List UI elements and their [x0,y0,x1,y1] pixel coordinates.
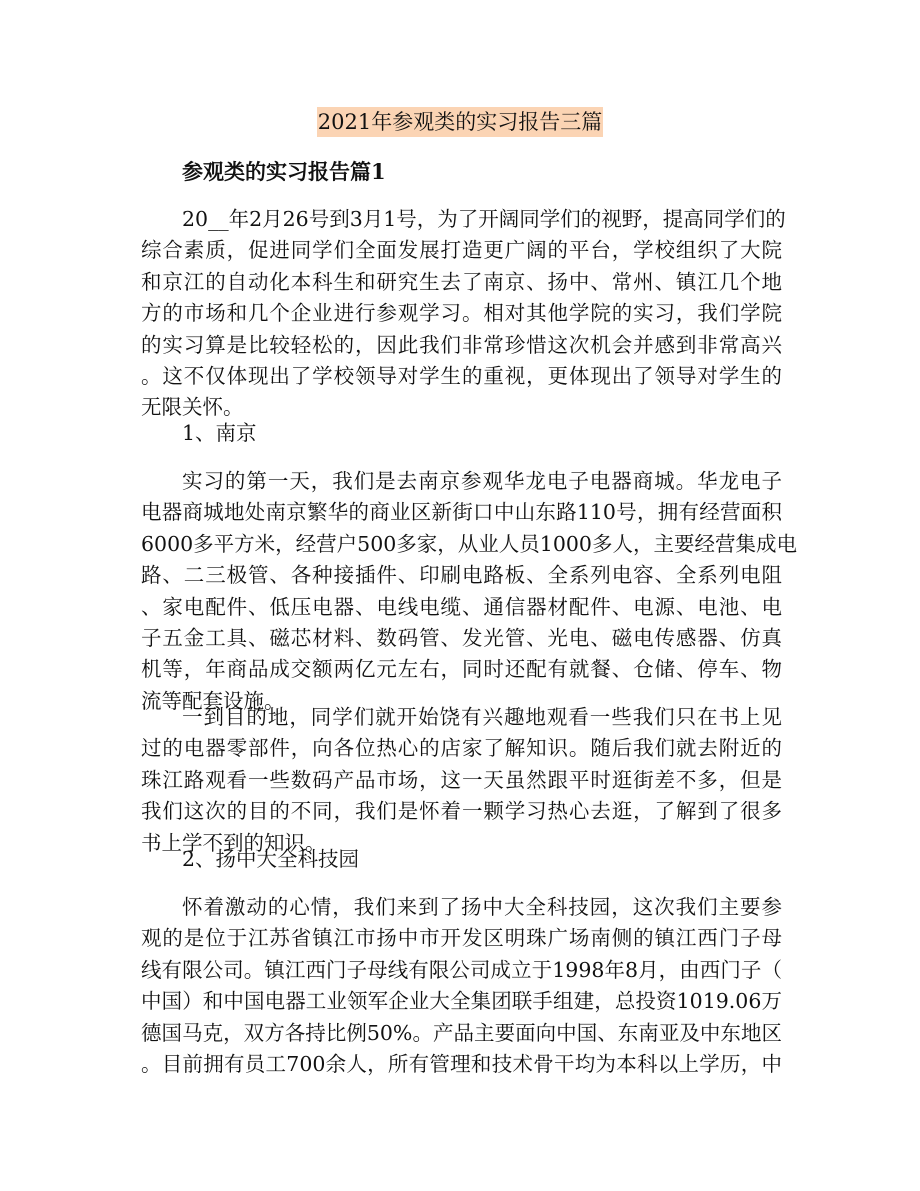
text-line: 子五金工具、磁芯材料、数码管、发光管、光电、磁电传感器、仿真 [141,625,782,650]
text-line: 珠江路观看一些数码产品市场，这一天虽然跟平时逛街差不多，但是 [141,767,782,792]
text-line: 方的市场和几个企业进行参观学习。相对其他学院的实习，我们学院 [141,301,782,326]
text-line: 流等配套设施。 [141,688,285,713]
text-line: 综合素质，促进同学们全面发展打造更广阔的平台，学校组织了大院 [141,238,782,263]
text-line: 6000多平方米，经营户500多家，从业人员1000多人，主要经营集成电 [141,531,797,556]
text-line: 机等，年商品成交额两亿元左右，同时还配有就餐、仓储、停车、物 [141,657,782,682]
text-line: 。目前拥有员工700余人，所有管理和技术骨干均为本科以上学历，中 [141,1051,782,1076]
text-line: 观的是位于江苏省镇江市扬中市开发区明珠广场南侧的镇江西门子母 [141,926,782,951]
section-heading: 参观类的实习报告篇1 [182,159,386,184]
text-line: 线有限公司。镇江西门子母线有限公司成立于1998年8月，由西门子（ [141,957,782,982]
text-line: 电器商城地处南京繁华的商业区新街口中山东路110号，拥有经营面积 [141,500,782,525]
text-line: 20__年2月26号到3月1号，为了开阔同学们的视野，提高同学们的 [182,207,786,231]
text-line: 、家电配件、低压电器、电线电缆、通信器材配件、电源、电池、电 [141,594,782,619]
paragraph-1 [141,204,786,424]
text-line: 中国）和中国电器工业领军企业大全集团联手组建，总投资1019.06万 [141,989,782,1014]
text-line: 过的电器零部件，向各位热心的店家了解知识。随后我们就去附近的 [141,736,782,761]
text-line: 怀着激动的心情，我们来到了扬中大全科技园，这次我们主要参 [182,895,782,919]
document-title: 2021年参观类的实习报告三篇 [317,107,603,137]
paragraph-4 [141,892,782,1080]
subheading-nanjing: 1、南京 [182,421,257,445]
text-line: 德国马克，双方各持比例50%。产品主要面向中国、东南亚及中东地区 [141,1020,782,1045]
title-wrap [0,107,920,137]
text-line: 无限关怀。 [141,395,244,420]
text-line: 路、二三极管、各种接插件、印刷电路板、全系列电容、全系列电阻 [141,563,782,588]
subheading-yangzhong: 2、扬中大全科技园 [182,847,360,871]
text-line: 我们这次的目的不同，我们是怀着一颗学习热心去逛，了解到了很多 [141,799,782,824]
paragraph-2 [141,466,797,717]
text-line: 一到目的地，同学们就开始饶有兴趣地观看一些我们只在书上见 [182,705,782,729]
text-line: 。这不仅体现出了学校领导对学生的重视，更体现出了领导对学生的 [141,363,782,388]
text-line: 实习的第一天，我们是去南京参观华龙电子电器商城。华龙电子 [182,469,782,493]
text-line: 和京江的自动化本科生和研究生去了南京、扬中、常州、镇江几个地 [141,269,782,294]
paragraph-3 [141,702,782,859]
text-line: 的实习算是比较轻松的，因此我们非常珍惜这次机会并感到非常高兴 [141,332,782,357]
text-line: 书上学不到的知识。 [141,830,326,855]
